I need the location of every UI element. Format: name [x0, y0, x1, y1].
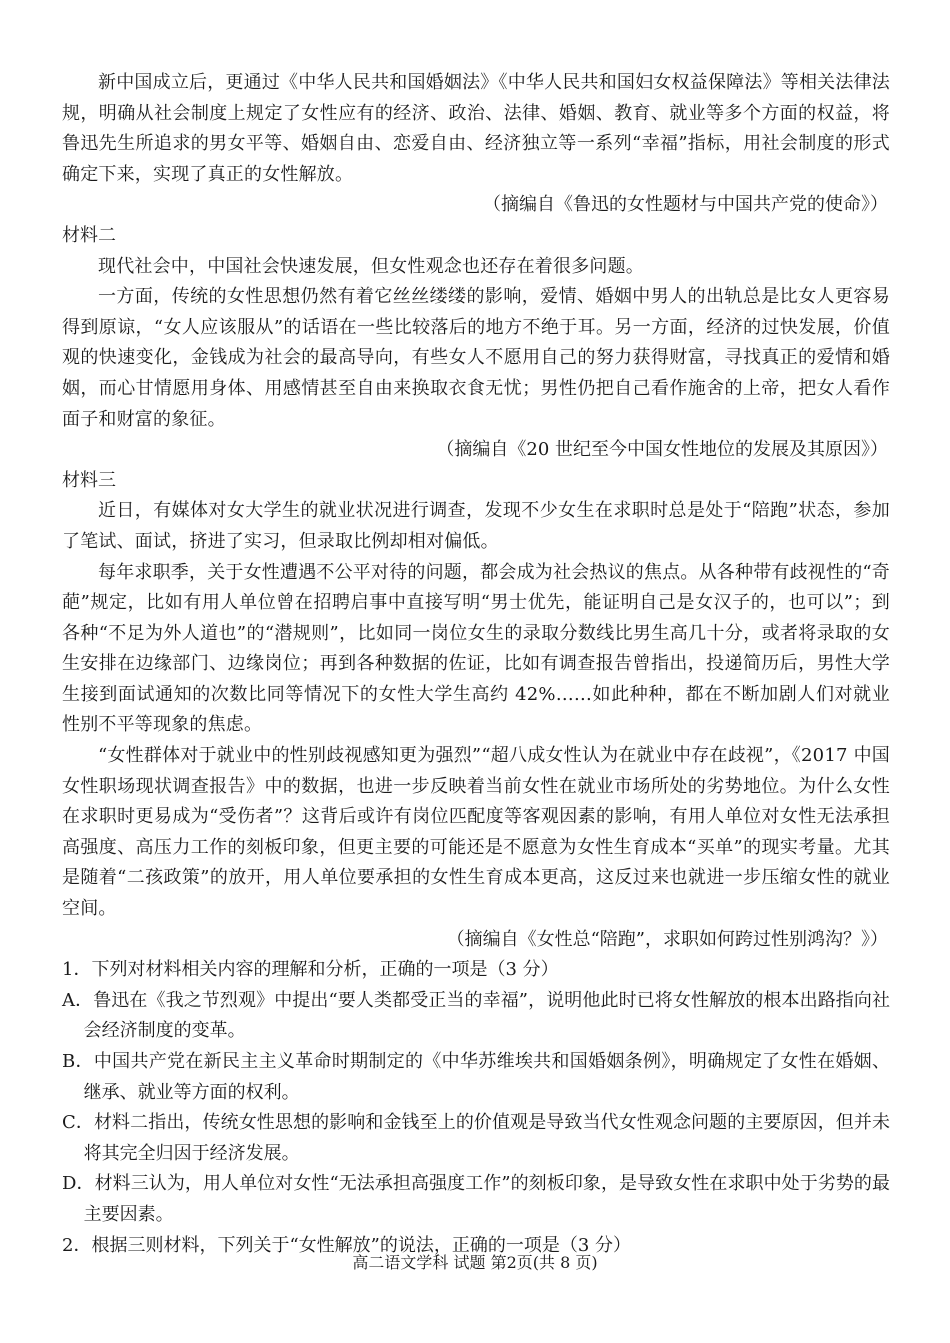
material-two-source: （摘编自《20 世纪至今中国女性地位的发展及其原因》）: [436, 439, 888, 461]
material-three-heading: 材料三: [62, 469, 116, 491]
question-option-a: A．鲁迅在《我之节烈观》中提出“要人类都受正当的幸福”，说明他此时已将女性解放的根本出路指向社会经济制度的变革。: [62, 989, 890, 1042]
material-two-section: [62, 221, 890, 466]
material-two-paragraph: 一方面，传统的女性思想仍然有着它丝丝缕缕的影响，爱情、婚姻中男人的出轨总是比女人更容易得到原谅，“女人应该服从”的话语在一些比较落后的地方不绝于耳。另一方面，经济的过快发展，价值观的快速变化，金钱成为社会的最高导向，有些女人不愿用自己的努力获得财富，寻找真正的爱情和婚姻，而心甘情愿用身体、用感情甚至自由来换取衣食无忧；男性仍把自己看作施舍的上帝，把女人看作面子和财富的象征。: [62, 286, 890, 430]
question-option-d: D．材料三认为，用人单位对女性“无法承担高强度工作”的刻板印象，是导致女性在求职中处于劣势的最主要因素。: [62, 1173, 890, 1225]
material-three-paragraph: 近日，有媒体对女大学生的就业状况进行调查，发现不少女生在求职时总是处于“陪跑”状态，参加了笔试、面试，挤进了实习，但录取比例却相对偏低。: [62, 500, 890, 552]
question-one: [62, 955, 890, 1230]
material-two-paragraph: 现代社会中，中国社会快速发展，但女性观念也还存在着很多问题。: [98, 255, 644, 277]
material-three-section: [62, 466, 890, 956]
question-stem: 1．下列对材料相关内容的理解和分析，正确的一项是（3 分）: [62, 959, 559, 981]
document-page: [62, 68, 890, 1261]
question-option-c: C．材料二指出，传统女性思想的影响和金钱至上的价值观是导致当代女性观念问题的主要原因，但并未将其完全归因于经济发展。: [62, 1112, 890, 1164]
question-stem: 2．根据三则材料，下列关于“女性解放”的说法，正确的一项是（3 分）: [62, 1234, 632, 1256]
page-footer: 高二语文学科 试题 第2页(共 8 页): [352, 1253, 598, 1272]
material-three-paragraph: 每年求职季，关于女性遭遇不公平对待的问题，都会成为社会热议的焦点。从各种带有歧视性的“奇葩”规定，比如有用人单位曾在招聘启事中直接写明“男士优先，能证明自己是女汉子的，也可以”；到各种“不足为外人道也”的“潜规则”，比如同一岗位女生的录取分数线比男生高几十分，或者将录取的女生安排在边缘部门、边缘岗位；再到各种数据的佐证，比如有调查报告曾指出，投递简历后，男性大学生接到面试通知的次数比同等情况下的女性大学生高约 42%……如此种种，都在不断加剧人们对就业性别不平等现象的焦虑。: [62, 561, 890, 736]
material-three-source: （摘编自《女性总“陪跑”，求职如何跨过性别鸿沟？》）: [446, 928, 888, 950]
material-two-heading: 材料二: [62, 224, 116, 246]
material-one-section: [62, 68, 890, 221]
material-one-source: （摘编自《鲁迅的女性题材与中国共产党的使命》）: [483, 194, 888, 216]
material-three-paragraph: “女性群体对于就业中的性别歧视感知更为强烈”“超八成女性认为在就业中存在歧视”，《2017 中国女性职场现状调查报告》中的数据，也进一步反映着当前女性在就业市场所处的劣势地位。为什么女性在求职时更易成为“受伤者”？这背后或许有岗位匹配度等客观因素的影响，有用人单位对女性无法承担高强度、高压力工作的刻板印象，但更主要的可能还是不愿意为女性生育成本“买单”的现实考量。尤其是随着“二孩政策”的放开，用人单位要承担的女性生育成本更高，这反过来也就进一步压缩女性的就业空间。: [62, 745, 890, 920]
question-option-b: B．中国共产党在新民主主义革命时期制定的《中华苏维埃共和国婚姻条例》，明确规定了女性在婚姻、继承、就业等方面的权利。: [62, 1051, 890, 1103]
material-one-paragraph: 新中国成立后，更通过《中华人民共和国婚姻法》《中华人民共和国妇女权益保障法》等相关法律法规，明确从社会制度上规定了女性应有的经济、政治、法律、婚姻、教育、就业等多个方面的权益，将鲁迅先生所追求的男女平等、婚姻自由、恋爱自由、经济独立等一系列“幸福”指标，用社会制度的形式确定下来，实现了真正的女性解放。: [62, 72, 890, 185]
